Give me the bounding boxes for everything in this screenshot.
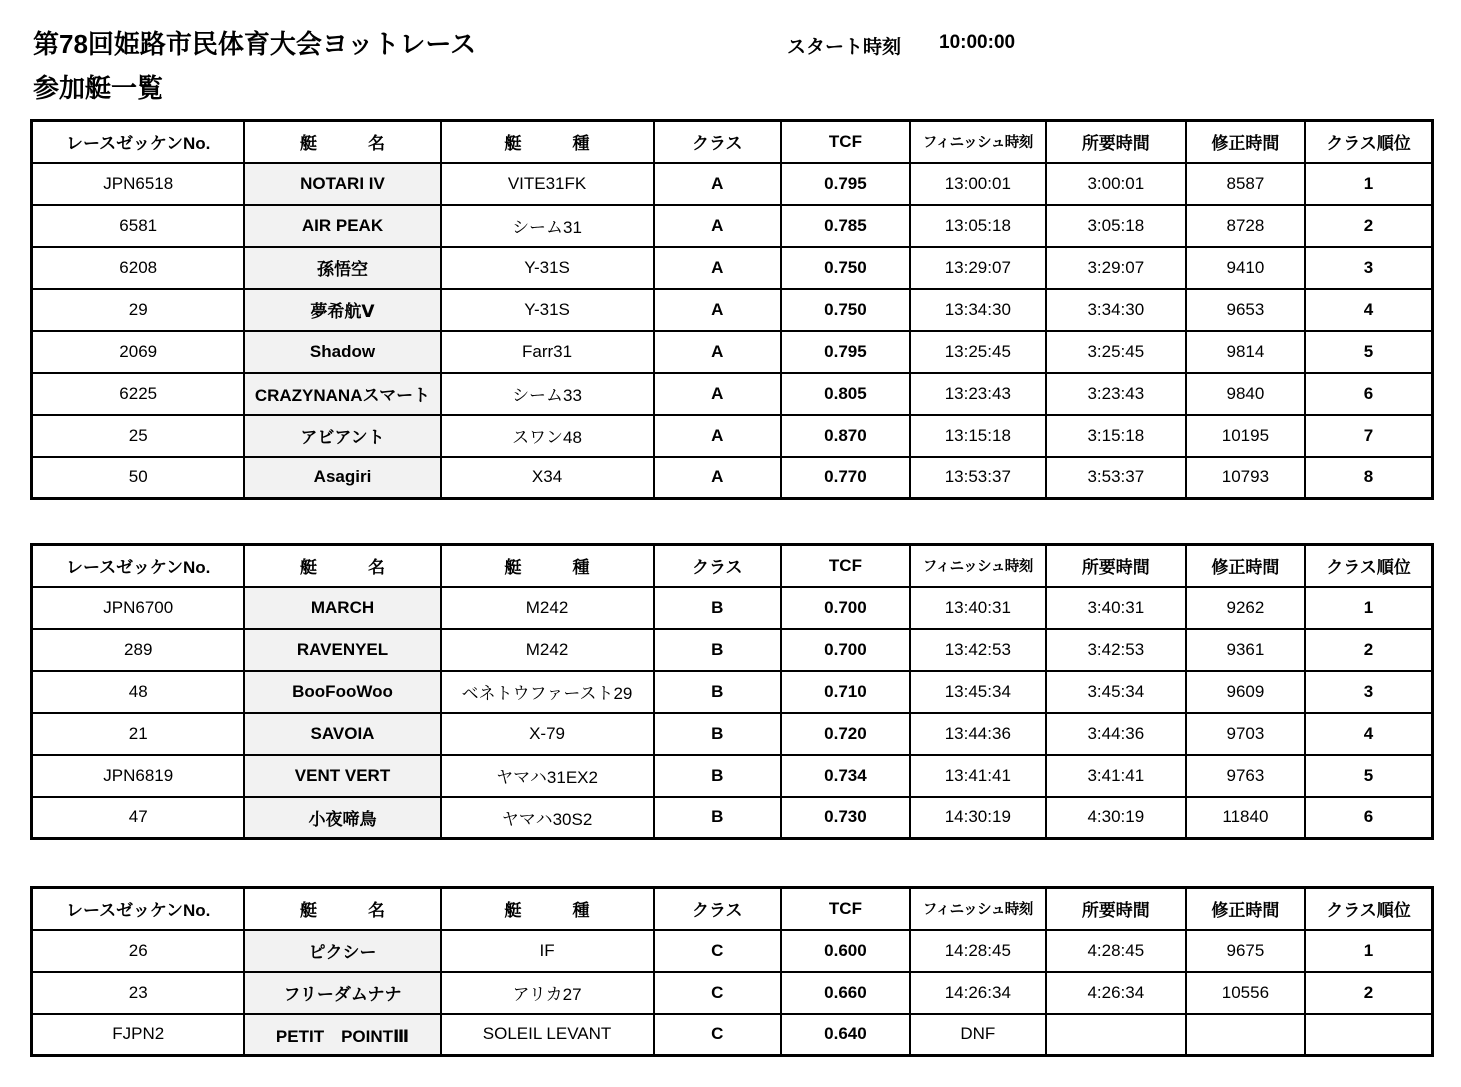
boat-type-cell: M242: [441, 587, 654, 629]
boat-name-cell: ピクシー: [244, 930, 440, 972]
boat-type-cell: シーム31: [441, 205, 654, 247]
corrected-time-cell: 10556: [1186, 972, 1305, 1014]
boat-type-cell: X34: [441, 457, 654, 499]
class-rank-cell: 2: [1305, 972, 1433, 1014]
class-cell: C: [654, 930, 781, 972]
corrected-time-cell: 9653: [1186, 289, 1305, 331]
boat-name-cell: フリーダムナナ: [244, 972, 440, 1014]
header-row: [32, 121, 1433, 163]
elapsed-time-cell: 4:28:45: [1046, 930, 1186, 972]
elapsed-time-cell: 3:05:18: [1046, 205, 1186, 247]
start-time: [787, 32, 1015, 59]
finish-time-cell: 14:26:34: [910, 972, 1046, 1014]
zekken-no-cell: 23: [32, 972, 245, 1014]
table-row: [32, 289, 1433, 331]
corrected-time-cell: 11840: [1186, 797, 1305, 839]
elapsed-time-cell: [1046, 1014, 1186, 1056]
class-cell: C: [654, 972, 781, 1014]
tcf-cell: 0.795: [781, 163, 910, 205]
class-rank-cell: 1: [1305, 587, 1433, 629]
boat-name-cell: PETIT POINTⅢ: [244, 1014, 440, 1056]
header-row: [32, 545, 1433, 587]
tcf-cell: 0.750: [781, 289, 910, 331]
class-cell: B: [654, 713, 781, 755]
table-row: [32, 247, 1433, 289]
corrected-time-cell: 9262: [1186, 587, 1305, 629]
boat-type-header: 艇 種: [441, 545, 654, 587]
boat-type-cell: アリカ27: [441, 972, 654, 1014]
class-cell: A: [654, 247, 781, 289]
class-cell: B: [654, 671, 781, 713]
zekken-no-cell: 6225: [32, 373, 245, 415]
corrected-time-cell: 10793: [1186, 457, 1305, 499]
boat-name-cell: VENT VERT: [244, 755, 440, 797]
boat-type-cell: ベネトウファースト29: [441, 671, 654, 713]
table-row: [32, 713, 1433, 755]
boat-type-cell: SOLEIL LEVANT: [441, 1014, 654, 1056]
class-header: クラス: [654, 888, 781, 930]
table-row: [32, 1014, 1433, 1056]
elapsed-time-header: 所要時間: [1046, 888, 1186, 930]
table-row: [32, 972, 1433, 1014]
corrected-time-cell: 9703: [1186, 713, 1305, 755]
elapsed-time-cell: 3:00:01: [1046, 163, 1186, 205]
zekken-no-cell: 29: [32, 289, 245, 331]
tcf-header: TCF: [781, 888, 910, 930]
corrected-time-cell: 9410: [1186, 247, 1305, 289]
elapsed-time-cell: 3:41:41: [1046, 755, 1186, 797]
boat-type-cell: X-79: [441, 713, 654, 755]
finish-time-cell: 13:34:30: [910, 289, 1046, 331]
tcf-cell: 0.700: [781, 629, 910, 671]
table-row: [32, 629, 1433, 671]
corrected-time-header: 修正時間: [1186, 888, 1305, 930]
zekken-no-header: レースゼッケンNo.: [32, 888, 245, 930]
boat-name-cell: NOTARI IV: [244, 163, 440, 205]
table-row: [32, 331, 1433, 373]
tcf-header: TCF: [781, 545, 910, 587]
zekken-no-cell: 6208: [32, 247, 245, 289]
class-c-table: [30, 886, 1434, 1057]
table-row: [32, 587, 1433, 629]
page-subtitle: 参加艇一覧: [33, 73, 164, 103]
table-row: [32, 671, 1433, 713]
finish-time-cell: 14:28:45: [910, 930, 1046, 972]
boat-name-header: 艇 名: [244, 888, 440, 930]
corrected-time-cell: 9840: [1186, 373, 1305, 415]
class-rank-cell: 5: [1305, 331, 1433, 373]
corrected-time-cell: 8728: [1186, 205, 1305, 247]
boat-name-cell: 夢希航Ⅴ: [244, 289, 440, 331]
elapsed-time-cell: 3:45:34: [1046, 671, 1186, 713]
start-time-value: 10:00:00: [939, 32, 1016, 53]
class-cell: B: [654, 629, 781, 671]
class-rank-cell: 5: [1305, 755, 1433, 797]
zekken-no-cell: 21: [32, 713, 245, 755]
class-a-table: [30, 119, 1434, 500]
corrected-time-cell: 9675: [1186, 930, 1305, 972]
boat-type-cell: スワン48: [441, 415, 654, 457]
zekken-no-cell: 26: [32, 930, 245, 972]
zekken-no-cell: 289: [32, 629, 245, 671]
boat-name-cell: アビアント: [244, 415, 440, 457]
corrected-time-cell: 8587: [1186, 163, 1305, 205]
corrected-time-header: 修正時間: [1186, 121, 1305, 163]
elapsed-time-cell: 3:40:31: [1046, 587, 1186, 629]
class-header: クラス: [654, 121, 781, 163]
class-rank-cell: 4: [1305, 713, 1433, 755]
tcf-cell: 0.785: [781, 205, 910, 247]
elapsed-time-cell: 3:34:30: [1046, 289, 1186, 331]
elapsed-time-header: 所要時間: [1046, 545, 1186, 587]
corrected-time-cell: 9763: [1186, 755, 1305, 797]
class-cell: A: [654, 205, 781, 247]
zekken-no-cell: 2069: [32, 331, 245, 373]
zekken-no-cell: 48: [32, 671, 245, 713]
class-rank-cell: [1305, 1014, 1433, 1056]
finish-time-cell: 13:40:31: [910, 587, 1046, 629]
zekken-no-header: レースゼッケンNo.: [32, 545, 245, 587]
tcf-cell: 0.730: [781, 797, 910, 839]
finish-time-cell: 13:45:34: [910, 671, 1046, 713]
boat-type-cell: M242: [441, 629, 654, 671]
class-rank-cell: 3: [1305, 671, 1433, 713]
tcf-cell: 0.734: [781, 755, 910, 797]
boat-name-cell: 小夜啼鳥: [244, 797, 440, 839]
elapsed-time-cell: 3:29:07: [1046, 247, 1186, 289]
boat-type-cell: Farr31: [441, 331, 654, 373]
boat-name-cell: CRAZYNANAスマート: [244, 373, 440, 415]
class-rank-cell: 3: [1305, 247, 1433, 289]
elapsed-time-header: 所要時間: [1046, 121, 1186, 163]
finish-time-cell: 13:25:45: [910, 331, 1046, 373]
finish-time-cell: 13:42:53: [910, 629, 1046, 671]
boat-name-cell: BooFooWoo: [244, 671, 440, 713]
tcf-cell: 0.720: [781, 713, 910, 755]
elapsed-time-cell: 3:23:43: [1046, 373, 1186, 415]
class-cell: A: [654, 457, 781, 499]
tcf-cell: 0.700: [781, 587, 910, 629]
finish-time-header: フィニッシュ時刻: [910, 545, 1046, 587]
finish-time-cell: 13:23:43: [910, 373, 1046, 415]
finish-time-cell: 13:05:18: [910, 205, 1046, 247]
boat-name-cell: 孫悟空: [244, 247, 440, 289]
class-rank-cell: 4: [1305, 289, 1433, 331]
tcf-cell: 0.660: [781, 972, 910, 1014]
class-rank-cell: 2: [1305, 205, 1433, 247]
zekken-no-cell: JPN6700: [32, 587, 245, 629]
tcf-cell: 0.870: [781, 415, 910, 457]
elapsed-time-cell: 3:53:37: [1046, 457, 1186, 499]
finish-time-cell: 13:29:07: [910, 247, 1046, 289]
elapsed-time-cell: 3:15:18: [1046, 415, 1186, 457]
finish-time-cell: 13:15:18: [910, 415, 1046, 457]
tcf-cell: 0.770: [781, 457, 910, 499]
class-rank-header: クラス順位: [1305, 121, 1433, 163]
tcf-cell: 0.640: [781, 1014, 910, 1056]
tcf-header: TCF: [781, 121, 910, 163]
corrected-time-header: 修正時間: [1186, 545, 1305, 587]
corrected-time-cell: 9361: [1186, 629, 1305, 671]
class-b-table: [30, 543, 1434, 840]
corrected-time-cell: 9814: [1186, 331, 1305, 373]
class-rank-cell: 6: [1305, 797, 1433, 839]
class-cell: A: [654, 415, 781, 457]
tcf-cell: 0.805: [781, 373, 910, 415]
class-cell: A: [654, 373, 781, 415]
elapsed-time-cell: 3:42:53: [1046, 629, 1186, 671]
elapsed-time-cell: 4:30:19: [1046, 797, 1186, 839]
boat-name-cell: MARCH: [244, 587, 440, 629]
boat-type-cell: Y-31S: [441, 247, 654, 289]
start-time-label: スタート時刻: [787, 37, 902, 58]
class-rank-cell: 6: [1305, 373, 1433, 415]
table-row: [32, 755, 1433, 797]
boat-name-cell: Asagiri: [244, 457, 440, 499]
zekken-no-cell: 25: [32, 415, 245, 457]
zekken-no-cell: JPN6819: [32, 755, 245, 797]
elapsed-time-cell: 3:44:36: [1046, 713, 1186, 755]
boat-name-cell: SAVOIA: [244, 713, 440, 755]
boat-type-header: 艇 種: [441, 121, 654, 163]
zekken-no-header: レースゼッケンNo.: [32, 121, 245, 163]
finish-time-cell: 13:41:41: [910, 755, 1046, 797]
corrected-time-cell: 10195: [1186, 415, 1305, 457]
class-cell: C: [654, 1014, 781, 1056]
class-rank-header: クラス順位: [1305, 545, 1433, 587]
boat-type-cell: ヤマハ31EX2: [441, 755, 654, 797]
boat-type-cell: VITE31FK: [441, 163, 654, 205]
class-cell: B: [654, 755, 781, 797]
boat-name-cell: AIR PEAK: [244, 205, 440, 247]
class-cell: A: [654, 289, 781, 331]
class-cell: B: [654, 797, 781, 839]
finish-time-cell: 14:30:19: [910, 797, 1046, 839]
tcf-cell: 0.710: [781, 671, 910, 713]
class-cell: A: [654, 331, 781, 373]
boat-type-cell: IF: [441, 930, 654, 972]
table-row: [32, 415, 1433, 457]
zekken-no-cell: 47: [32, 797, 245, 839]
zekken-no-cell: 50: [32, 457, 245, 499]
page-header: [0, 0, 1461, 62]
class-rank-cell: 1: [1305, 930, 1433, 972]
zekken-no-cell: FJPN2: [32, 1014, 245, 1056]
boat-name-cell: Shadow: [244, 331, 440, 373]
class-rank-cell: 2: [1305, 629, 1433, 671]
zekken-no-cell: 6581: [32, 205, 245, 247]
boat-name-header: 艇 名: [244, 121, 440, 163]
elapsed-time-cell: 3:25:45: [1046, 331, 1186, 373]
boat-name-cell: RAVENYEL: [244, 629, 440, 671]
class-header: クラス: [654, 545, 781, 587]
boat-type-header: 艇 種: [441, 888, 654, 930]
page-title: 第78回姫路市民体育大会ヨットレース: [33, 29, 477, 59]
finish-time-cell: 13:00:01: [910, 163, 1046, 205]
table-row: [32, 205, 1433, 247]
boat-type-cell: Y-31S: [441, 289, 654, 331]
class-rank-cell: 7: [1305, 415, 1433, 457]
boat-name-header: 艇 名: [244, 545, 440, 587]
finish-time-cell: 13:44:36: [910, 713, 1046, 755]
class-rank-cell: 8: [1305, 457, 1433, 499]
table-row: [32, 797, 1433, 839]
tcf-cell: 0.795: [781, 331, 910, 373]
header-row: [32, 888, 1433, 930]
table-row: [32, 457, 1433, 499]
table-row: [32, 373, 1433, 415]
finish-time-header: フィニッシュ時刻: [910, 888, 1046, 930]
corrected-time-cell: 9609: [1186, 671, 1305, 713]
elapsed-time-cell: 4:26:34: [1046, 972, 1186, 1014]
finish-time-header: フィニッシュ時刻: [910, 121, 1046, 163]
boat-type-cell: シーム33: [441, 373, 654, 415]
boat-type-cell: ヤマハ30S2: [441, 797, 654, 839]
class-rank-header: クラス順位: [1305, 888, 1433, 930]
table-row: [32, 930, 1433, 972]
class-rank-cell: 1: [1305, 163, 1433, 205]
class-cell: B: [654, 587, 781, 629]
table-row: [32, 163, 1433, 205]
corrected-time-cell: [1186, 1014, 1305, 1056]
finish-time-cell: 13:53:37: [910, 457, 1046, 499]
class-cell: A: [654, 163, 781, 205]
tcf-cell: 0.600: [781, 930, 910, 972]
tcf-cell: 0.750: [781, 247, 910, 289]
finish-time-cell: DNF: [910, 1014, 1046, 1056]
zekken-no-cell: JPN6518: [32, 163, 245, 205]
